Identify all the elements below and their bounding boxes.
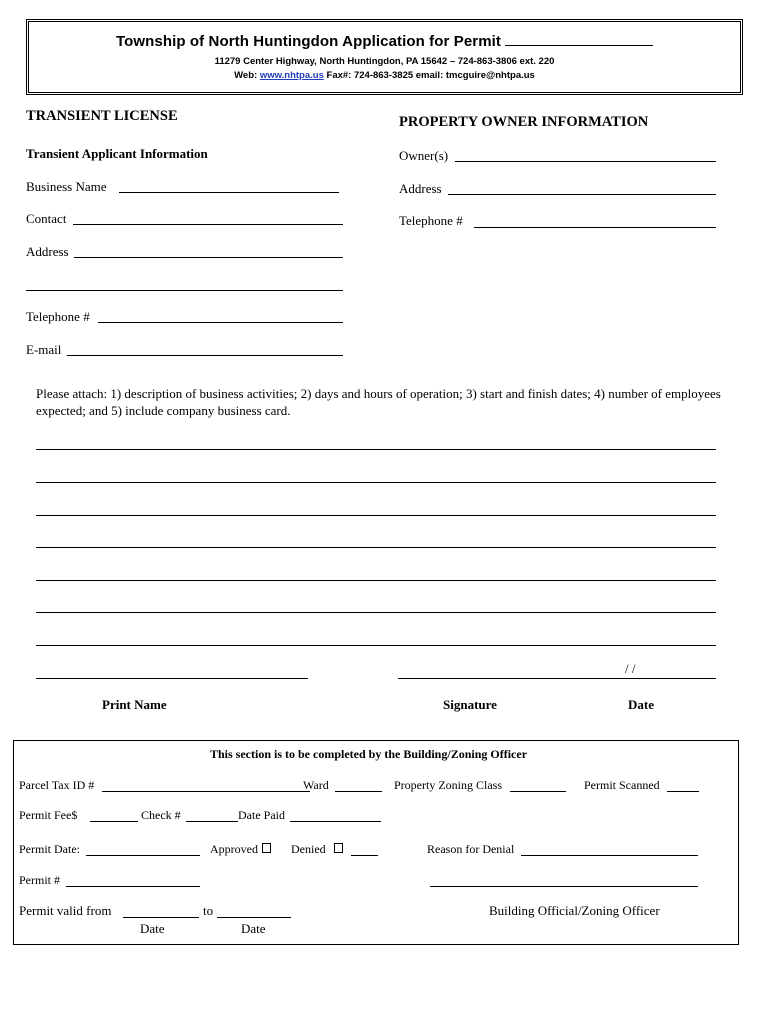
form-title-row bbox=[29, 33, 740, 50]
parcel-tax-id-field[interactable] bbox=[102, 791, 310, 792]
address-field[interactable] bbox=[74, 257, 343, 258]
date-paid-field[interactable] bbox=[290, 821, 381, 822]
permit-number-label: Permit # bbox=[19, 873, 60, 887]
web-link[interactable]: www.nhtpa.us bbox=[259, 70, 324, 81]
date-label: Date bbox=[628, 697, 654, 712]
address-field-line-2[interactable] bbox=[26, 290, 343, 291]
attach-instructions: Please attach: 1) description of business activities; 2) days and hours of operation; 3) start and finish dates; 4) number of employees expected; and 5) include company business card. bbox=[36, 386, 721, 418]
check-field[interactable] bbox=[186, 821, 238, 822]
description-line[interactable] bbox=[36, 645, 716, 646]
fax-email: Fax#: 724-863-3825 email: tmcguire@nhtpa.us bbox=[326, 70, 535, 81]
office-use-section bbox=[13, 740, 739, 945]
address-label: Address bbox=[26, 244, 69, 259]
form-title: Township of North Huntingdon Application for Permit bbox=[115, 33, 502, 50]
zoning-class-field[interactable] bbox=[510, 791, 566, 792]
valid-to-date-label: Date bbox=[241, 921, 266, 936]
description-line[interactable] bbox=[36, 515, 716, 516]
description-line[interactable] bbox=[36, 449, 716, 450]
form-header bbox=[26, 19, 743, 95]
approved-option[interactable] bbox=[210, 842, 271, 857]
office-heading: This section is to be completed by the Building/Zoning Officer bbox=[210, 747, 528, 761]
permit-scanned-label: Permit Scanned bbox=[584, 778, 660, 792]
reason-denial-label: Reason for Denial bbox=[427, 842, 515, 856]
official-label: Building Official/Zoning Officer bbox=[489, 903, 660, 918]
permit-fee-label: Permit Fee$ bbox=[19, 808, 78, 822]
permit-number-blank[interactable] bbox=[505, 33, 653, 46]
reason-denial-field[interactable] bbox=[521, 855, 698, 856]
ward-field[interactable] bbox=[335, 791, 382, 792]
owner-address-field[interactable] bbox=[448, 194, 716, 195]
description-line[interactable] bbox=[36, 547, 716, 548]
telephone-label: Telephone # bbox=[26, 309, 90, 324]
owners-label: Owner(s) bbox=[399, 148, 449, 163]
contact-label: Contact bbox=[26, 211, 67, 226]
zoning-class-label: Property Zoning Class bbox=[394, 778, 502, 792]
description-line[interactable] bbox=[36, 580, 716, 581]
property-owner-title: PROPERTY OWNER INFORMATION bbox=[399, 114, 649, 130]
transient-license-title: TRANSIENT LICENSE bbox=[26, 108, 178, 124]
business-name-field[interactable] bbox=[119, 192, 339, 193]
to-label: to bbox=[203, 903, 214, 918]
permit-fee-field[interactable] bbox=[90, 821, 138, 822]
parcel-tax-id-label: Parcel Tax ID # bbox=[19, 778, 95, 792]
official-signature-field[interactable] bbox=[430, 886, 698, 887]
approved-label: Approved bbox=[210, 842, 258, 856]
description-line[interactable] bbox=[36, 612, 716, 613]
signature-date-field[interactable] bbox=[398, 678, 716, 679]
date-paid-label: Date Paid bbox=[238, 808, 285, 822]
print-name-label: Print Name bbox=[102, 697, 167, 712]
permit-number-field[interactable] bbox=[66, 886, 200, 887]
description-line[interactable] bbox=[36, 482, 716, 483]
web-label: Web: bbox=[234, 70, 258, 81]
owner-telephone-field[interactable] bbox=[474, 227, 716, 228]
valid-from-field[interactable] bbox=[123, 917, 199, 918]
date-slashes: / / bbox=[625, 661, 636, 676]
permit-date-field[interactable] bbox=[86, 855, 200, 856]
denied-option[interactable] bbox=[291, 842, 343, 857]
address-line: 11279 Center Highway, North Huntingdon, PA 15642 – 724-863-3806 ext. 220 bbox=[214, 56, 555, 67]
business-name-label: Business Name bbox=[26, 179, 107, 194]
permit-valid-from-label: Permit valid from bbox=[19, 903, 112, 918]
owners-field[interactable] bbox=[455, 161, 716, 162]
contact-field[interactable] bbox=[73, 224, 343, 225]
denied-label: Denied bbox=[291, 842, 326, 856]
signature-label: Signature bbox=[443, 697, 497, 712]
ward-label: Ward bbox=[303, 778, 329, 792]
owner-address-label: Address bbox=[399, 181, 442, 196]
check-label: Check # bbox=[141, 808, 181, 822]
print-name-field[interactable] bbox=[36, 678, 308, 679]
permit-date-label: Permit Date: bbox=[19, 842, 80, 856]
email-field[interactable] bbox=[67, 355, 343, 356]
denied-field[interactable] bbox=[351, 855, 378, 856]
denied-checkbox[interactable] bbox=[334, 843, 343, 853]
owner-telephone-label: Telephone # bbox=[399, 213, 463, 228]
approved-checkbox[interactable] bbox=[262, 843, 271, 853]
contact-line bbox=[29, 70, 740, 81]
valid-to-field[interactable] bbox=[217, 917, 291, 918]
applicant-info-title: Transient Applicant Information bbox=[26, 146, 208, 161]
email-label: E-mail bbox=[26, 342, 62, 357]
telephone-field[interactable] bbox=[98, 322, 343, 323]
permit-scanned-field[interactable] bbox=[667, 791, 699, 792]
valid-from-date-label: Date bbox=[140, 921, 165, 936]
